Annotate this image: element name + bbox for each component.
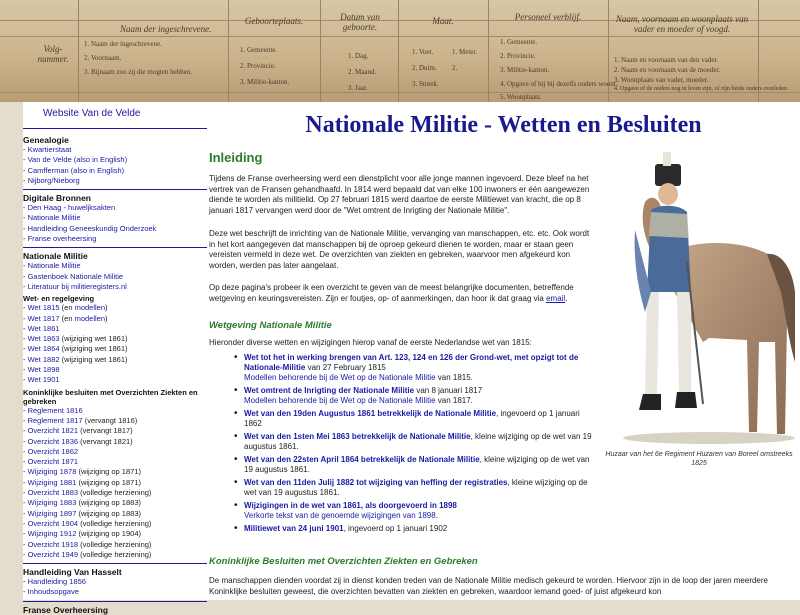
banner-line: 2. Maand. xyxy=(348,68,377,76)
sidebar-link[interactable]: Wet 1882 xyxy=(27,354,60,364)
sidebar-divider xyxy=(23,601,207,602)
law-description: van 1817. xyxy=(435,396,473,405)
sidebar-link[interactable]: Wijziging 1912 xyxy=(27,529,77,539)
law-link[interactable]: Wijzigingen in de wet van 1861, als doorgevoerd in 1898 xyxy=(244,501,457,510)
banner-header: Geboorteplaats. xyxy=(244,16,304,26)
law-link[interactable]: Wet omtrent de Inrigting der Nationale Militie xyxy=(244,386,415,395)
sidebar-bullet: - xyxy=(23,145,28,154)
sidebar-link[interactable]: Wet 1817 xyxy=(27,313,60,323)
kb-paragraph: De manschappen dienden voordat zij in dienst konden treden van de Nationale Militie medisch gekeurd te worden. Hiervoor zijn in de loop der jaren meerdere Koninklijke besluiten geweest, die overzichten bevatten van ziekten en gebreken, waardoor iemand goed- of juist afgekeurd kon xyxy=(209,576,768,596)
sidebar-section-title: Handleiding Van Hasselt xyxy=(23,567,122,578)
intro-paragraph-3 xyxy=(209,283,591,304)
sidebar-link[interactable]: Inhoudsopgave xyxy=(27,587,79,597)
sidebar-item-note: (wijziging op 1871) xyxy=(76,477,141,487)
banner-line: 3. Militie-kanton. xyxy=(240,78,290,86)
page-title: Nationale Militie - Wetten en Besluiten xyxy=(305,112,702,138)
main-content xyxy=(207,102,800,600)
law-list-item xyxy=(234,501,594,521)
sidebar-link[interactable]: Overzicht 1883 xyxy=(27,488,79,498)
sidebar-link[interactable]: Wet 1861 xyxy=(27,323,60,333)
sidebar-link[interactable]: Overzicht 1904 xyxy=(27,518,79,528)
law-link[interactable]: Wet van den 11den Julij 1882 tot wijziging van heffing der registraties xyxy=(244,478,508,487)
sidebar-item xyxy=(23,166,207,176)
sidebar-item xyxy=(23,478,207,488)
sidebar-item xyxy=(23,426,207,436)
sidebar-bullet: - xyxy=(23,518,28,528)
sidebar-item-note: (vervangt 1817) xyxy=(78,426,133,436)
sidebar-link[interactable]: Gastenboek Nationale Militie xyxy=(27,271,124,281)
sidebar-item-note: (wijziging op 1883) xyxy=(76,498,141,508)
sidebar-bullet: - xyxy=(23,549,28,559)
banner-line: 1. Meter. xyxy=(452,48,478,56)
sidebar-bullet: - xyxy=(23,234,28,244)
kb-heading: Koninklijke Besluiten met Overzichten Ziekten en Gebreken xyxy=(209,556,478,567)
banner-line: 2. Voornaam. xyxy=(84,54,122,62)
banner-header: Volg-nummer. xyxy=(37,44,69,64)
sidebar-bullet: - xyxy=(23,539,28,549)
banner-line: 2. Duim. xyxy=(412,64,437,72)
sidebar-item-note: (wijziging op 1904) xyxy=(76,529,141,539)
figure-caption: Huzaar van het 6e Regiment Huzaren van Boreel omstreeks 1825 xyxy=(605,451,793,467)
sidebar-item-note: (wijziging wet 1861) xyxy=(59,354,128,364)
sidebar-item-note: (wijziging op 1871) xyxy=(76,467,141,477)
sidebar-models-link[interactable]: modellen xyxy=(74,303,106,313)
law-list-item xyxy=(234,432,594,452)
law-list-item xyxy=(234,524,594,534)
banner-line: 3. Jaar. xyxy=(348,84,368,92)
sidebar-item xyxy=(23,234,207,244)
hussar-horse-image xyxy=(599,142,795,447)
sidebar-bullet: - xyxy=(23,165,28,175)
sidebar-item xyxy=(23,457,207,467)
sidebar-link[interactable]: Van de Velde (also in English) xyxy=(27,155,128,165)
sidebar-link[interactable]: Overzicht 1836 xyxy=(27,436,79,446)
hussar-illustration xyxy=(599,142,795,447)
sidebar-item xyxy=(23,447,207,457)
law-list xyxy=(234,353,594,537)
law-heading: Wetgeving Nationale Militie xyxy=(209,320,332,331)
sidebar-bullet: - xyxy=(23,334,28,344)
banner-line: 5. Woonplaats. xyxy=(500,93,542,101)
law-link[interactable]: Wet van den 1sten Mei 1863 betrekkelijk de Nationale Militie xyxy=(244,432,471,441)
sidebar-bullet: - xyxy=(23,498,28,508)
sidebar-item xyxy=(23,498,207,508)
sidebar-item xyxy=(23,577,207,587)
sidebar-item xyxy=(23,224,207,234)
banner-line: 2. Provincie. xyxy=(500,52,536,60)
sidebar-nav xyxy=(23,132,207,615)
sidebar-section-title: Franse Overheersing xyxy=(23,604,109,615)
law-models-link[interactable]: Modellen behorende bij de Wet op de Nationale Militie xyxy=(244,396,436,405)
sidebar-item xyxy=(23,324,207,334)
sidebar-bullet: - xyxy=(23,436,28,446)
sidebar-item xyxy=(23,213,207,223)
banner-line: 3. Woonplaats van vader, moeder. xyxy=(614,76,709,84)
sidebar-bullet: - xyxy=(23,375,28,385)
sidebar-link[interactable]: Wijziging 1881 xyxy=(27,477,77,487)
banner-header: Personeel verblijf. xyxy=(514,12,582,22)
header-banner-register-scan xyxy=(0,0,800,102)
banner-line: 1. Dag. xyxy=(348,52,369,60)
sidebar-item xyxy=(23,375,207,385)
law-models-link[interactable]: Verkorte tekst van de genoemde wijzigingen van 1898 xyxy=(244,511,436,520)
sidebar-divider xyxy=(23,563,207,564)
sidebar-link[interactable]: Wijziging 1897 xyxy=(27,508,77,518)
sidebar-item xyxy=(23,272,207,282)
sidebar-item xyxy=(23,355,207,365)
law-description: , ingevoerd op 1 januari 1902 xyxy=(343,524,448,533)
intro-paragraph-2: Deze wet beschrijft de inrichting van de Nationale Militie, vervanging van manschappen, etc. etc. Ook wordt in het kort aangegeven dat manschappen bij de oproep gekeurd dienen te worden, maar er staan geen vereisten vermeld in deze wet. De overzichten van ziekten en gebreken, waarvoor men afgekeurd kon worden, werden pas later aangelaat. xyxy=(209,229,590,270)
sidebar-item xyxy=(23,550,207,560)
sidebar-link[interactable]: Handleiding Geneeskundig Onderzoek xyxy=(27,223,157,233)
sidebar-bullet: - xyxy=(23,271,28,281)
sidebar-item xyxy=(23,519,207,529)
sidebar-item xyxy=(23,540,207,550)
sidebar-bullet: - xyxy=(23,529,28,539)
sidebar-bullet: - xyxy=(23,354,28,364)
sidebar-item-note: (vervangt 1821) xyxy=(78,436,133,446)
sidebar-bullet: - xyxy=(23,508,28,518)
law-list-item xyxy=(234,353,594,383)
banner-header: Naam, voornaam en woonplaats van vader en moeder of voogd. xyxy=(615,14,749,34)
sidebar-item xyxy=(23,334,207,344)
email-link[interactable]: email xyxy=(546,293,566,303)
law-description: , kleine wijziging op de wet van 19 augustus 1861. xyxy=(244,455,590,474)
banner-column xyxy=(78,0,229,102)
sidebar-bullet: - xyxy=(23,175,28,185)
banner-line: 1. Gemeente. xyxy=(240,46,278,54)
banner-header: Maat. xyxy=(432,16,454,26)
sidebar-bullet: - xyxy=(23,426,28,436)
sidebar-item-note: (wijziging wet 1861) xyxy=(59,334,128,344)
sidebar-item xyxy=(23,365,207,375)
sidebar-item xyxy=(23,587,207,597)
sidebar-link[interactable]: Wet 1901 xyxy=(27,375,60,385)
banner-line: 2. Naam en voornaam van de moeder. xyxy=(614,66,721,74)
sidebar-bullet: - xyxy=(23,213,28,223)
sidebar-link[interactable]: Camfferman (also in English) xyxy=(27,165,125,175)
sidebar-item-note: (en xyxy=(59,303,75,313)
sidebar-item xyxy=(23,261,207,271)
sidebar-item xyxy=(23,488,207,498)
sidebar-bullet: - xyxy=(23,587,28,597)
sidebar-item xyxy=(23,344,207,354)
sidebar-bullet: - xyxy=(23,467,28,477)
sidebar-link[interactable]: Handleiding 1856 xyxy=(27,577,86,587)
law-description: van 27 February 1815 xyxy=(305,363,386,372)
sidebar-link[interactable]: Nationale Militie xyxy=(27,213,81,223)
law-models-link[interactable]: Modellen behorende bij de Wet op de Nationale Militie xyxy=(244,373,436,382)
sidebar-link[interactable]: Reglement 1817 xyxy=(27,415,83,425)
sidebar-link[interactable]: Overzicht 1871 xyxy=(27,457,79,467)
sidebar-bullet: - xyxy=(23,446,28,456)
banner-line: 1. Naam der ingeschrevene. xyxy=(84,40,162,48)
sidebar-divider xyxy=(23,247,207,248)
sidebar-item-note: (volledige herziening) xyxy=(78,539,152,549)
sidebar-item xyxy=(23,406,207,416)
sidebar-divider xyxy=(23,189,207,190)
banner-line: 3. Streek. xyxy=(412,80,439,88)
sidebar-link[interactable]: Kwartierstaat xyxy=(27,145,72,154)
sidebar-bullet: - xyxy=(23,344,28,354)
law-link[interactable]: Wet van den 19den Augustus 1861 betrekkelijk de Nationale Militie xyxy=(244,409,497,418)
sidebar xyxy=(23,102,207,615)
sidebar-bullet: - xyxy=(23,281,28,291)
sidebar-item xyxy=(23,509,207,519)
sidebar-item xyxy=(23,437,207,447)
law-list-item xyxy=(234,386,594,406)
sidebar-models-link[interactable]: modellen xyxy=(74,313,106,323)
law-list-item xyxy=(234,455,594,475)
sidebar-item xyxy=(23,529,207,539)
sidebar-bullet: - xyxy=(23,577,28,587)
sidebar-link[interactable]: Wet 1898 xyxy=(27,365,60,375)
law-link[interactable]: Wet van den 22sten April 1864 betrekkelijk de Nationale Militie xyxy=(244,455,480,464)
sidebar-item-note: (vervangt 1816) xyxy=(82,415,138,425)
sidebar-section-title: Genealogie xyxy=(23,135,69,145)
sidebar-subsection-title: Koninklijke besluiten met Overzichten Ziekten en gebreken xyxy=(23,387,198,406)
banner-line: 2. Provincie. xyxy=(240,62,276,70)
sidebar-bullet: - xyxy=(23,261,28,271)
sidebar-link[interactable]: Nijborg/Nieborg xyxy=(27,175,80,185)
sidebar-item-note: (volledige herziening) xyxy=(78,488,152,498)
sidebar-link[interactable]: Franse overheersing xyxy=(27,234,97,244)
law-description: . xyxy=(435,511,438,520)
banner-line: 4. Opgave of de ouders nog in leven zijn, of zijn beide ouders overleden xyxy=(614,86,788,92)
sidebar-item xyxy=(23,303,207,313)
sidebar-bullet: - xyxy=(23,405,28,415)
sidebar-bullet: - xyxy=(23,457,28,467)
sidebar-item-note: (wijziging op 1883) xyxy=(76,508,141,518)
sidebar-link[interactable]: Wijziging 1878 xyxy=(27,467,77,477)
banner-line: 3. Bijnaam zoo zij die mogten hebben. xyxy=(84,68,193,76)
law-description: van 1815. xyxy=(435,373,473,382)
sidebar-subsection-title: Wet- en regelgeving xyxy=(23,294,95,304)
banner-line: 2. xyxy=(452,64,458,72)
sidebar-link[interactable]: Den Haag - huweljksakten xyxy=(27,203,116,213)
sidebar-item-note: (volledige herziening) xyxy=(78,518,152,528)
law-description: , kleine wijziging op de wet van 19 augustus 1861. xyxy=(244,432,592,451)
sidebar-link[interactable]: Overzicht 1949 xyxy=(27,549,79,559)
sidebar-bullet: - xyxy=(23,303,28,313)
sidebar-link[interactable]: Overzicht 1862 xyxy=(27,446,79,456)
law-list-item xyxy=(234,409,594,429)
sidebar-bullet: - xyxy=(23,203,28,213)
sidebar-bullet: - xyxy=(23,323,28,333)
sidebar-item xyxy=(23,145,207,155)
sidebar-divider xyxy=(23,128,207,129)
sidebar-bullet: - xyxy=(23,477,28,487)
sidebar-link[interactable]: Wet 1863 xyxy=(27,334,60,344)
sidebar-bullet: - xyxy=(23,415,28,425)
sidebar-item-note: ) xyxy=(105,313,108,323)
sidebar-item-note: (wijziging wet 1861) xyxy=(59,344,128,354)
sidebar-item-note: (en xyxy=(59,313,75,323)
sidebar-item-note: (volledige herziening) xyxy=(78,549,152,559)
intro-heading: Inleiding xyxy=(209,150,263,165)
sidebar-bullet: - xyxy=(23,488,28,498)
sidebar-section-title: Nationale Militie xyxy=(23,251,88,262)
sidebar-link[interactable]: Reglement 1816 xyxy=(27,405,83,415)
law-list-item xyxy=(234,478,594,498)
sidebar-item xyxy=(23,282,207,292)
intro-paragraph-3-end: . xyxy=(565,293,568,303)
sidebar-item xyxy=(23,203,207,213)
banner-header: Datum van geboorte. xyxy=(340,12,380,32)
sidebar-bullet: - xyxy=(23,223,28,233)
sidebar-bullet: - xyxy=(23,155,28,165)
sidebar-bullet: - xyxy=(23,313,28,323)
law-description: , ingevoerd op 1 januari 1862 xyxy=(244,409,580,428)
sidebar-item-note: ) xyxy=(105,303,108,313)
intro-paragraph-1: Tijdens de Franse overheersing werd een dienstplicht voor alle jonge mannen ingevoerd. Deze bleef na het vertrek van de Fransen gehandhaafd. In 1814 werd bepaald dat van elke 100 inwoners er één aangewezen diende te worden als militielid. Op 27 februari 1815 werd daartoe de eerste Militiewet van kracht, die op 8 januari 1817 vervangen werd door de "Wet omtrent de Inrigting der Nationale Militie". xyxy=(209,174,590,215)
banner-line: 3. Militie-kanton. xyxy=(500,66,550,74)
banner-line: 1. Voet. xyxy=(412,48,434,56)
sidebar-link[interactable]: Nationale Militie xyxy=(27,261,81,271)
sidebar-item xyxy=(23,155,207,165)
law-description: van 8 januari 1817 xyxy=(414,386,483,395)
law-link[interactable]: Militiewet van 24 juni 1901 xyxy=(244,524,344,533)
sidebar-link[interactable]: Wet 1815 xyxy=(27,303,60,313)
sidebar-link[interactable]: Overzicht 1821 xyxy=(27,426,79,436)
law-link[interactable]: Wet tot het in werking brengen van Art. 123, 124 en 126 der Grond-wet, met opzigt tot de Nationale-Militie xyxy=(244,353,579,372)
banner-line: 4. Opgave of hij bij dezelfs ouders woont. xyxy=(500,80,618,88)
sidebar-link[interactable]: Literatuur bij militieregisters.nl xyxy=(27,281,127,291)
banner-line: 1. Naam en voornaam van den vader. xyxy=(614,56,719,64)
banner-header: Naam der ingeschrevene. xyxy=(120,24,212,34)
law-intro: Hieronder diverse wetten en wijzigingen hierop vanaf de eerste Nederlandse wet van 1815: xyxy=(209,338,532,347)
banner-line: 1. Gemeente. xyxy=(500,38,538,46)
site-home-link[interactable]: Website Van de Velde xyxy=(43,108,141,119)
sidebar-item xyxy=(23,416,207,426)
intro-paragraph-3-text: Op deze pagina's probeer ik een overzicht te geven van de meest belangrijke documenten, betreffende wetgeving en keuringsvereisten. Zijn er foutjes, op- of aanmerkingen, dan hoor ik dat graag via xyxy=(209,283,574,303)
sidebar-item xyxy=(23,314,207,324)
law-description: , kleine wijziging op de wet van 19 augustus 1861. xyxy=(244,478,588,497)
sidebar-item xyxy=(23,176,207,186)
sidebar-link[interactable]: Wet 1864 xyxy=(27,344,60,354)
sidebar-link[interactable]: Overzicht 1918 xyxy=(27,539,79,549)
sidebar-link[interactable]: Wijziging 1883 xyxy=(27,498,77,508)
sidebar-section-title: Digitale Bronnen xyxy=(23,193,92,204)
sidebar-bullet: - xyxy=(23,365,28,375)
sidebar-item xyxy=(23,467,207,477)
